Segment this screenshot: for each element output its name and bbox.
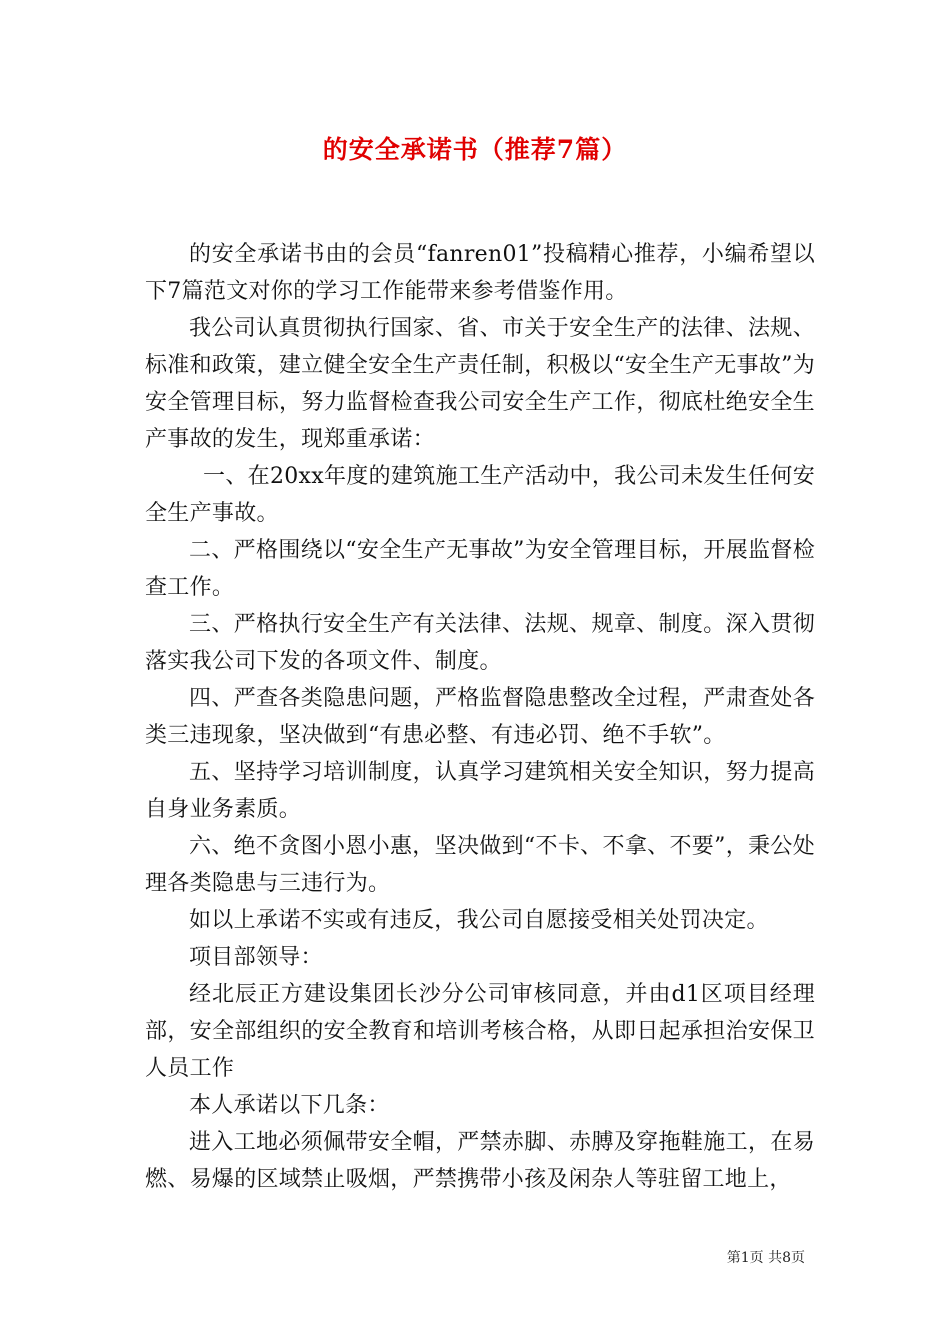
commitment-item-4: 四、严查各类隐患问题，严格监督隐患整改全过程，严肃查处各类三违现象，坚决做到“有患必整、有违必罚、绝不手软”。: [145, 686, 815, 748]
document-body: [145, 236, 815, 1198]
document-title: 的安全承诺书（推荐7篇）: [322, 135, 628, 164]
page-number-footer: 第1页 共8页: [726, 1250, 805, 1266]
salutation-line: 项目部领导：: [189, 945, 323, 970]
commitment-item-2: 二、严格围绕以“安全生产无事故”为安全管理目标，开展监督检查工作。: [145, 538, 815, 600]
penalty-statement: 如以上承诺不实或有违反，我公司自愿接受相关处罚决定。: [189, 908, 769, 933]
commitment-intro-paragraph: 我公司认真贯彻执行国家、省、市关于安全生产的法律、法规、标准和政策，建立健全安全生产责任制，积极以“安全生产无事故”为安全管理目标，努力监督检查我公司安全生产工作，彻底杜绝安全生产事故的发生，现郑重承诺：: [145, 316, 815, 452]
personal-commitment-heading: 本人承诺以下几条：: [189, 1093, 390, 1118]
commitment-item-1: 一、在20xx年度的建筑施工生产活动中，我公司未发生任何安全生产事故。: [145, 464, 815, 526]
commitment-item-5: 五、坚持学习培训制度，认真学习建筑相关安全知识，努力提高自身业务素质。: [145, 760, 815, 822]
commitment-item-3: 三、严格执行安全生产有关法律、法规、规章、制度。深入贯彻落实我公司下发的各项文件、制度。: [145, 612, 815, 674]
commitment-item-6: 六、绝不贪图小恩小惠，坚决做到“不卡、不拿、不要”，秉公处理各类隐患与三违行为。: [145, 834, 815, 896]
intro-paragraph: 的安全承诺书由的会员“fanren01”投稿精心推荐，小编希望以下7篇范文对你的学习工作能带来参考借鉴作用。: [145, 242, 815, 304]
site-rules-paragraph: 进入工地必须佩带安全帽，严禁赤脚、赤膊及穿拖鞋施工，在易燃、易爆的区域禁止吸烟，严禁携带小孩及闲杂人等驻留工地上，: [145, 1130, 815, 1192]
security-guard-paragraph: 经北辰正方建设集团长沙分公司审核同意，并由d1区项目经理部，安全部组织的安全教育和培训考核合格，从即日起承担治安保卫人员工作: [145, 982, 815, 1081]
